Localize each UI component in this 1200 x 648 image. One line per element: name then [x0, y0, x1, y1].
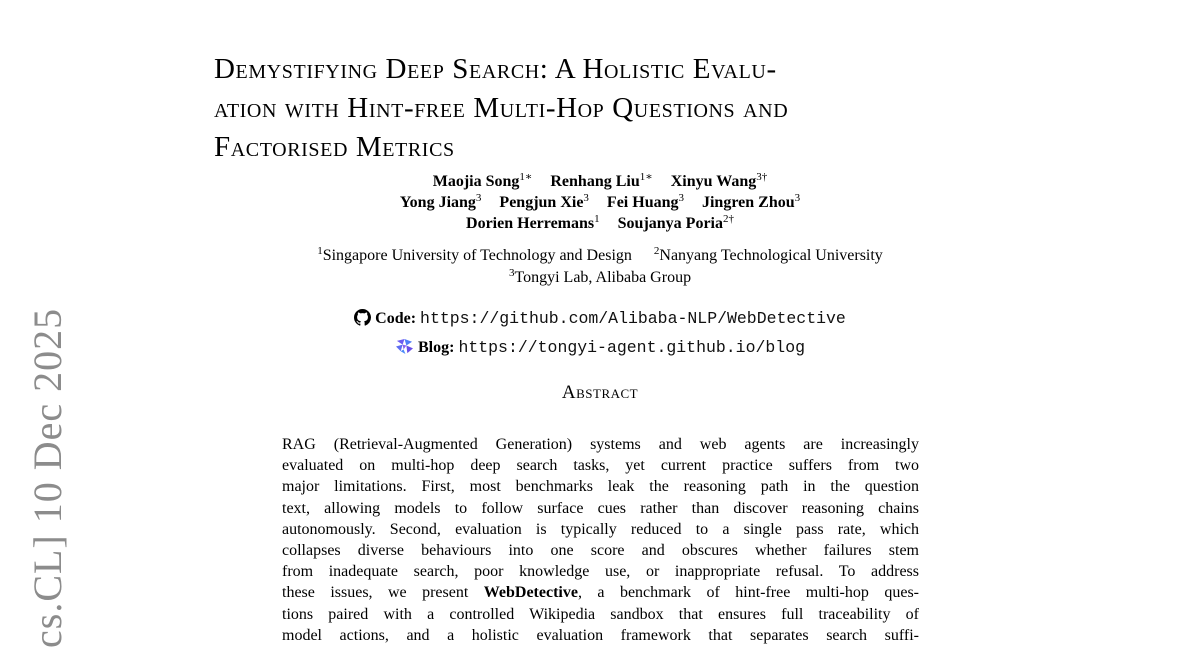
author: Soujanya Poria$^{2\dagger}$	[617, 213, 734, 232]
blog-label: Blog:	[417, 339, 455, 356]
blog-url-link[interactable]: https://tongyi-agent.github.io/blog	[458, 338, 805, 357]
abstract-line: evaluated on multi-hop deep search tasks, yet current practice suffers from two	[282, 457, 919, 475]
author: Pengjun Xie$^3$	[499, 192, 589, 211]
abstract-heading: Abstract	[561, 382, 639, 403]
github-icon	[354, 309, 371, 335]
abstract-line: autonomously. Second, evaluation is typically reduced to a single pass rate, which	[282, 520, 919, 538]
arxiv-side-stamp: cs.CL] 10 Dec 2025	[25, 307, 70, 648]
paper-title	[214, 50, 1004, 167]
abstract-line: collapses diverse behaviours into one score and obscures whether failures stem	[282, 542, 919, 560]
abstract-line: model actions, and a holistic evaluation framework that separates search suffi-	[282, 626, 919, 644]
affiliations	[0, 245, 1200, 289]
blog-link-row	[0, 335, 1200, 364]
affiliation-line: $^1$Singapore University of Technology and Design $^2$Nanyang Technological University	[317, 245, 883, 264]
title-line: ation with Hint-free Multi-Hop Questions and	[214, 92, 789, 124]
author-line	[0, 171, 1200, 192]
abstract-line: major limitations. First, most benchmarks leak the reasoning path in the question	[282, 478, 919, 496]
code-label: Code:	[375, 310, 417, 327]
tongyi-logo-icon	[395, 338, 414, 364]
author: Jingren Zhou$^3$	[701, 192, 801, 211]
title-line: Factorised Metrics	[214, 131, 455, 163]
code-link-row	[0, 306, 1200, 335]
author: Yong Jiang$^3$	[399, 192, 482, 211]
abstract-line: tions paired with a controlled Wikipedia sandbox that ensures full traceability of	[282, 605, 919, 623]
abstract-line: text, allowing models to follow surface cues rather than discover reasoning chains	[282, 499, 919, 517]
author: Dorien Herremans$^1$	[466, 213, 600, 232]
abstract-line: RAG (Retrieval-Augmented Generation) systems and web agents are increasingly	[282, 436, 919, 453]
abstract-line: these issues, we present WebDetective, a benchmark of hint-free multi-hop ques-	[282, 584, 919, 602]
author: Renhang Liu$^{1∗}$	[550, 171, 653, 190]
author: Fei Huang$^3$	[606, 192, 684, 211]
code-url-link[interactable]: https://github.com/Alibaba-NLP/WebDetective	[420, 309, 846, 328]
author: Maojia Song$^{1∗}$	[432, 171, 533, 190]
benchmark-name: WebDetective	[483, 584, 578, 602]
resource-links	[0, 306, 1200, 364]
affiliation-ntu: Nanyang Technological University	[659, 247, 883, 264]
author: Xinyu Wang$^{3\dagger}$	[670, 171, 768, 190]
title-line: Demystifying Deep Search: A Holistic Evalu-	[214, 53, 777, 85]
affiliation-tongyi: Tongyi Lab, Alibaba Group	[514, 269, 692, 286]
abstract-body	[282, 434, 919, 646]
author-line	[0, 192, 1200, 213]
author-line	[0, 213, 1200, 234]
affiliation-sutd: Singapore University of Technology and Design	[322, 247, 632, 264]
author-list	[0, 171, 1200, 234]
affiliation-line: $^3$Tongyi Lab, Alibaba Group	[508, 267, 692, 286]
abstract-line: from inadequate search, poor knowledge use, or inappropriate refusal. To address	[282, 563, 919, 581]
